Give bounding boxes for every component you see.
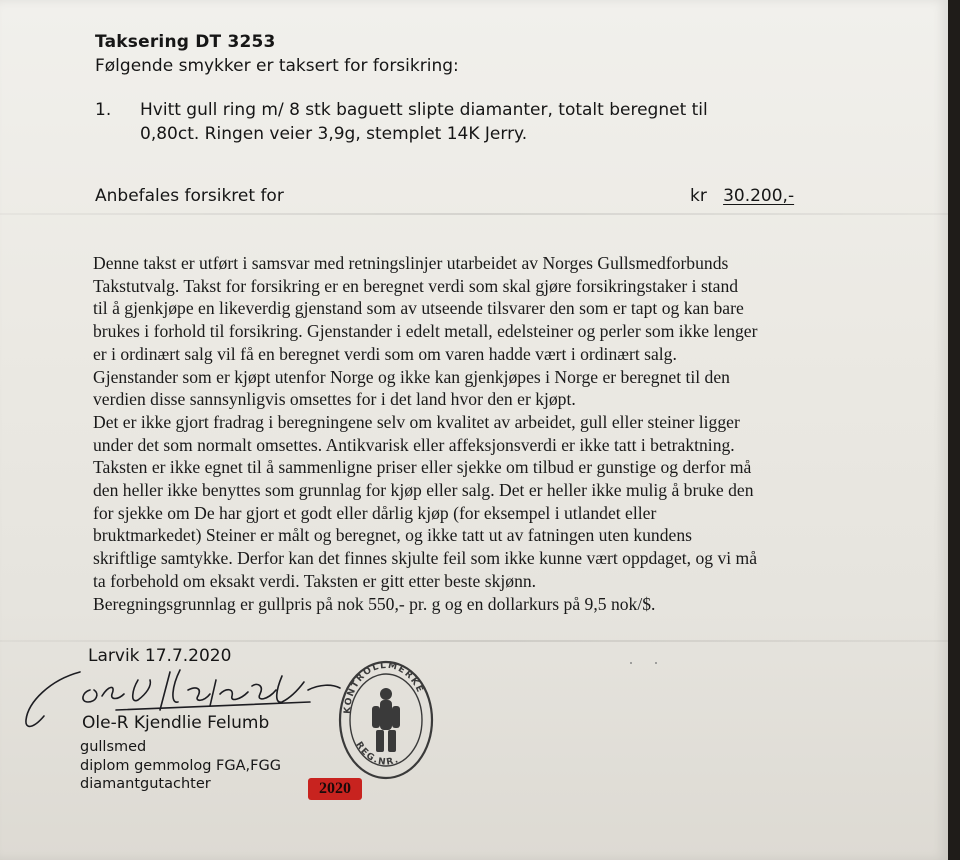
item-description-line: Hvitt gull ring m/ 8 stk baguett slipte diamanter, totalt beregnet til — [140, 100, 708, 120]
terms-line: Denne takst er utført i samsvar med retningslinjer utarbeidet av Norges Gullsmedforbunds — [93, 253, 729, 273]
terms-paragraph — [93, 252, 893, 615]
insurance-recommendation-value — [690, 186, 794, 206]
place-date: Larvik 17.7.2020 — [88, 646, 232, 666]
paper-fold — [0, 640, 948, 642]
terms-line: Taksten er ikke egnet til å sammenligne priser eller sjekke om tilbud er gunstige og derfor må — [93, 457, 752, 478]
signer-credential: diplom gemmolog FGA,FGG — [80, 758, 281, 774]
paper-fold — [0, 213, 948, 215]
year-stamp: 2020 — [308, 778, 362, 800]
terms-line: verdien disse sannsynligvis omsettes for i det land hvor den er kjøpt. — [93, 389, 576, 410]
terms-line: skriftlige samtykke. Derfor kan det finnes skjulte feil som ikke kunne vært oppdaget, og vi må — [93, 548, 758, 569]
seal-bottom-text: REG.NR. — [353, 740, 402, 768]
seal-top-text: KONTROLLMERKE — [342, 660, 425, 715]
terms-line: bruktmarkedet) Steiner er målt og beregnet, og ikke tatt ut av fatningen uten kundens — [93, 525, 692, 546]
signer-title: gullsmed — [80, 739, 147, 755]
paper-speck — [630, 662, 632, 664]
terms-line: Beregningsgrunnlag er gullpris på nok 550,- pr. g og en dollarkurs på 9,5 nok/$. — [93, 593, 656, 614]
terms-line: for sjekke om De har gjort et godt eller dårlig kjøp (for eksempel i utlandet eller — [93, 502, 657, 523]
terms-line: under det som normalt omsettes. Antikvarisk eller affeksjonsverdi er ikke tatt i betraktning. — [93, 434, 735, 455]
document-subtitle: Følgende smykker er taksert for forsikring: — [95, 56, 459, 76]
terms-line: den heller ikke benyttes som grunnlag for kjøp eller salg. Det er heller ikke mulig å bruke den — [93, 480, 754, 501]
document-title: Taksering DT 3253 — [95, 32, 276, 52]
terms-line: ta forbehold om eksakt verdi. Taksten er gitt etter beste skjønn. — [93, 570, 537, 591]
terms-line: er i ordinært salg vil få en beregnet verdi som om varen hadde vært i ordinært salg. — [93, 343, 677, 364]
terms-line: brukes i forhold til forsikring. Gjenstander i edelt metall, edelsteiner og perler som ikke lenger — [93, 321, 758, 342]
terms-line: Gjenstander som er kjøpt utenfor Norge og ikke kan gjenkjøpes i Norge er beregnet til den — [93, 366, 730, 387]
item-number: 1. — [95, 100, 112, 120]
currency-label: kr — [690, 186, 707, 206]
background-edge — [948, 0, 960, 860]
insured-amount: 30.200,- — [723, 186, 795, 206]
official-seal — [336, 652, 436, 784]
terms-line: Takstutvalg. Takst for forsikring er en beregnet verdi som skal gjøre forsikringstaker i stand — [93, 275, 739, 296]
paper-speck — [655, 662, 657, 664]
item-description-line: 0,80ct. Ringen veier 3,9g, stemplet 14K Jerry. — [140, 124, 528, 144]
signer-name: Ole-R Kjendlie Felumb — [82, 713, 270, 733]
terms-line: til å gjenkjøpe en likeverdig gjenstand som av utseende tilsvarer den som er tapt og kan bare — [93, 298, 744, 319]
signer-credential: diamantgutachter — [80, 776, 211, 792]
terms-line: Det er ikke gjort fradrag i beregningene selv om kvalitet av arbeidet, gull eller steiner ligger — [93, 411, 740, 432]
insurance-recommendation-label: Anbefales forsikret for — [95, 186, 284, 206]
